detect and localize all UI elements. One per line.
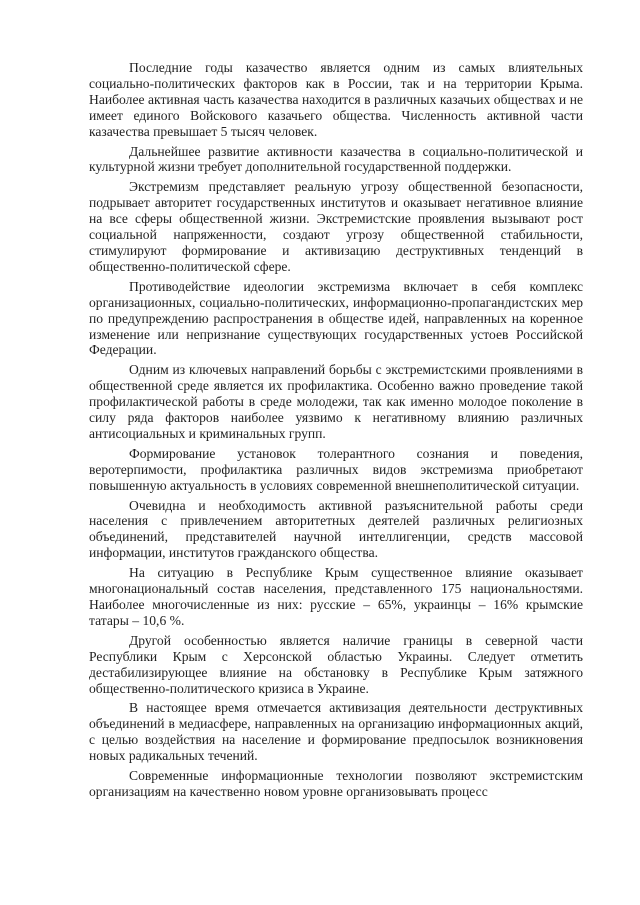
paragraph: Формирование установок толерантного сознания и поведения, веротерпимости, профилактика различных видов экстремизма приобретают повышенную актуальность в условиях современной внешнеполитической ситуации.: [89, 445, 583, 493]
paragraph: Очевидна и необходимость активной разъяснительной работы среди населения с привлечением авторитетных деятелей различных религиозных объединений, представителей научной интеллигенции, средств массовой информации, институтов гражданского общества.: [89, 497, 583, 561]
body-text: [89, 60, 583, 804]
paragraph: Современные информационные технологии позволяют экстремистским организациям на качественно новом уровне организовывать процесс: [89, 768, 583, 799]
paragraph: Последние годы казачество является одним из самых влиятельных социально-политических факторов как в России, так и на территории Крыма. Наиболее активная часть казачества находится в различных казачьих обществах и не имеет единого Войскового казачьего общества. Численность активной части казачества превышает 5 тысяч человек.: [89, 60, 583, 139]
paragraph: Одним из ключевых направлений борьбы с экстремистскими проявлениями в общественной среде является их профилактика. Особенно важно проведение такой профилактической работы в среде молодежи, так как именно молодое поколение в силу ряда факторов наиболее уязвимо к негативному влиянию различных антисоциальных и криминальных групп.: [89, 362, 583, 441]
paragraph: Другой особенностью является наличие границы в северной части Республики Крым с Херсонской областью Украины. Следует отметить дестабилизирующее влияние на обстановку в Республике Крым затяжного общественно-политического кризиса в Украине.: [89, 632, 583, 696]
paragraph: В настоящее время отмечается активизация деятельности деструктивных объединений в медиасфере, направленных на организацию информационных акций, с целью воздействия на население и формирование предпосылок возникновения новых радикальных течений.: [89, 700, 583, 764]
paragraph: На ситуацию в Республике Крым существенное влияние оказывает многонациональный состав населения, представленного 175 национальностями. Наиболее многочисленные из них: русские – 65%, украинцы – 16% крымские татары – 10,6 %.: [89, 565, 583, 628]
paragraph: Противодействие идеологии экстремизма включает в себя комплекс организационных, социально-политических, информационно-пропагандистских мер по предупреждению распространения в обществе идей, направленных на коренное изменение или непризнание существующих государственных устоев Российской Федерации.: [89, 278, 583, 358]
paragraph: Экстремизм представляет реальную угрозу общественной безопасности, подрывает авторитет государственных институтов и оказывает негативное влияние на все сферы общественной жизни. Экстремистские проявления вызывают рост социальной напряженности, создают угрозу общественной стабильности, стимулируют формирование и активизацию деструктивных тенденций в общественно-политической сфере.: [89, 179, 583, 274]
paragraph: Дальнейшее развитие активности казачества в социально-политической и культурной жизни требует дополнительной государственной поддержки.: [89, 143, 583, 175]
